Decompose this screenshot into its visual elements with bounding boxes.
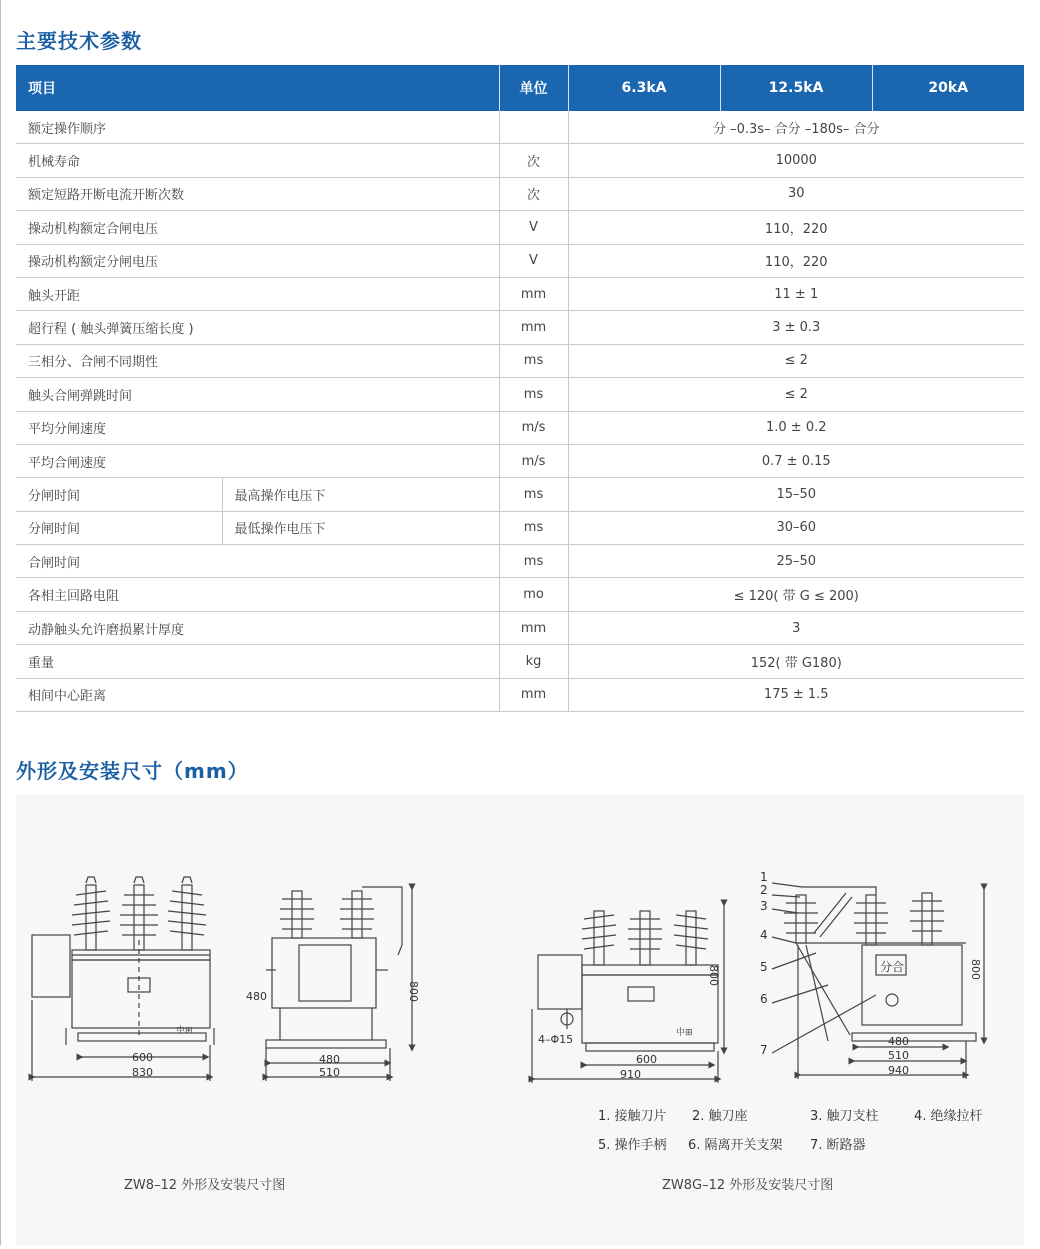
table-row <box>16 678 1024 711</box>
svg-text:中⊞: 中⊞ <box>176 1026 193 1036</box>
dim-480-right: 480 <box>888 1035 909 1048</box>
legend-5: 5. 操作手柄 <box>598 1138 667 1153</box>
row-value: 25–50 <box>568 545 1024 578</box>
row-unit <box>499 111 568 144</box>
row-value: 3 ± 0.3 <box>568 311 1024 344</box>
row-value: 10000 <box>568 144 1024 177</box>
row-item: 操动机构额定分闸电压 <box>16 244 499 277</box>
dim-800-right: 800 <box>969 959 982 980</box>
legend-7: 7. 断路器 <box>810 1138 866 1153</box>
row-item: 触头合闸弹跳时间 <box>16 378 499 411</box>
table-row <box>16 545 1024 578</box>
callout-7: 7 <box>760 1043 768 1057</box>
zw8-front-insulator-3 <box>168 877 206 950</box>
zw8-front-view <box>32 877 214 1081</box>
table-row <box>16 611 1024 644</box>
dim-830: 830 <box>132 1066 153 1079</box>
row-condition: 最高操作电压下 <box>222 478 499 511</box>
header-20ka: 20kA <box>872 65 1024 111</box>
zw8g-front-insulator-1 <box>582 911 616 965</box>
row-unit: m/s <box>499 411 568 444</box>
caption-zw8g: ZW8G–12 外形及安装尺寸图 <box>662 1178 834 1193</box>
dim-4-phi15: 4–Φ15 <box>538 1033 574 1046</box>
table-row <box>16 578 1024 611</box>
dim-510-right: 510 <box>888 1049 909 1062</box>
row-unit: mo <box>499 578 568 611</box>
table-row <box>16 311 1024 344</box>
legend-2: 2. 触刀座 <box>692 1109 748 1124</box>
dim-510-left: 510 <box>319 1066 340 1079</box>
row-unit: mm <box>499 678 568 711</box>
legend <box>598 1108 983 1153</box>
row-item: 额定操作顺序 <box>16 111 499 144</box>
svg-text:中⊞: 中⊞ <box>676 1028 693 1038</box>
row-value: 1.0 ± 0.2 <box>568 411 1024 444</box>
header-item: 项目 <box>16 65 499 111</box>
table-row <box>16 645 1024 678</box>
table-row <box>16 244 1024 277</box>
row-value: 175 ± 1.5 <box>568 678 1024 711</box>
dim-800-left: 800 <box>407 981 420 1002</box>
callout-6: 6 <box>760 992 768 1006</box>
row-unit: ms <box>499 545 568 578</box>
zw8-side-insulator-2 <box>340 891 374 938</box>
row-unit: ms <box>499 378 568 411</box>
fenhe-label: 分合 <box>880 960 905 974</box>
zw8g-front-view <box>532 903 724 1083</box>
zw8g-side-insulator-1 <box>784 895 818 943</box>
header-unit: 单位 <box>499 65 568 111</box>
row-unit: V <box>499 211 568 244</box>
table-row <box>16 444 1024 477</box>
row-item: 平均合闸速度 <box>16 444 499 477</box>
header-6-3ka: 6.3kA <box>568 65 720 111</box>
table-row <box>16 478 1024 511</box>
callout-2: 2 <box>760 883 768 897</box>
section-title-dimensions: 外形及安装尺寸（mm） <box>16 759 249 783</box>
row-value: ≤ 120( 带 G ≤ 200) <box>568 578 1024 611</box>
row-item: 相间中心距离 <box>16 678 499 711</box>
table-row <box>16 277 1024 310</box>
legend-3: 3. 触刀支柱 <box>810 1109 879 1124</box>
dimension-drawings <box>16 795 1024 1245</box>
row-unit: ms <box>499 344 568 377</box>
row-value: 15–50 <box>568 478 1024 511</box>
row-item: 三相分、合闸不同期性 <box>16 344 499 377</box>
section-title-specs: 主要技术参数 <box>16 29 142 53</box>
zw8g-side-view <box>772 883 984 1079</box>
row-item: 动静触头允许磨损累计厚度 <box>16 611 499 644</box>
dim-600-right: 600 <box>636 1053 657 1066</box>
row-unit: mm <box>499 277 568 310</box>
zw8g-side-insulator-3 <box>910 893 944 945</box>
row-item: 机械寿命 <box>16 144 499 177</box>
row-unit: ms <box>499 511 568 544</box>
caption-zw8: ZW8–12 外形及安装尺寸图 <box>124 1178 286 1193</box>
row-value: 3 <box>568 611 1024 644</box>
figure-captions <box>124 1177 833 1193</box>
left-border <box>0 0 1 1245</box>
dim-800-mid: 800 <box>707 965 720 986</box>
zw8g-front-insulator-3 <box>674 911 708 965</box>
header-12-5ka: 12.5kA <box>720 65 872 111</box>
zw8-side-insulator-1 <box>280 891 314 938</box>
row-item: 操动机构额定合闸电压 <box>16 211 499 244</box>
row-item: 合闸时间 <box>16 545 499 578</box>
row-item: 各相主回路电阻 <box>16 578 499 611</box>
row-item: 分闸时间 <box>16 478 222 511</box>
table-row <box>16 144 1024 177</box>
dim-480-vertical: 480 <box>246 990 267 1003</box>
dimension-labels <box>132 959 982 1081</box>
row-unit: V <box>499 244 568 277</box>
drawings-svg <box>16 795 1024 1245</box>
zw8g-front-insulator-2 <box>628 911 662 965</box>
row-condition: 最低操作电压下 <box>222 511 499 544</box>
callout-numbers <box>760 870 768 1057</box>
row-unit: mm <box>499 611 568 644</box>
table-row <box>16 411 1024 444</box>
table-header-row <box>16 65 1024 111</box>
table-row <box>16 111 1024 144</box>
row-value: ≤ 2 <box>568 378 1024 411</box>
callout-3: 3 <box>760 899 768 913</box>
table-row <box>16 344 1024 377</box>
row-value: 0.7 ± 0.15 <box>568 444 1024 477</box>
dim-600-left: 600 <box>132 1051 153 1064</box>
row-value: 11 ± 1 <box>568 277 1024 310</box>
dim-910: 910 <box>620 1068 641 1081</box>
row-item: 平均分闸速度 <box>16 411 499 444</box>
table-row <box>16 177 1024 210</box>
row-unit: mm <box>499 311 568 344</box>
table-row <box>16 211 1024 244</box>
row-value: 30 <box>568 177 1024 210</box>
zw8-front-insulator-2 <box>120 877 158 950</box>
table-row <box>16 378 1024 411</box>
legend-4: 4. 绝缘拉杆 <box>914 1109 983 1124</box>
dim-480-left: 480 <box>319 1053 340 1066</box>
dim-940: 940 <box>888 1064 909 1077</box>
callout-1: 1 <box>760 870 768 884</box>
row-item: 重量 <box>16 645 499 678</box>
row-item: 分闸时间 <box>16 511 222 544</box>
row-value: 30–60 <box>568 511 1024 544</box>
legend-6: 6. 隔离开关支架 <box>688 1138 783 1153</box>
row-value: 110，220 <box>568 211 1024 244</box>
row-item: 超行程 ( 触头弹簧压缩长度 ) <box>16 311 499 344</box>
row-unit: m/s <box>499 444 568 477</box>
row-value: 110，220 <box>568 244 1024 277</box>
row-item: 额定短路开断电流开断次数 <box>16 177 499 210</box>
row-unit: 次 <box>499 144 568 177</box>
row-unit: 次 <box>499 177 568 210</box>
legend-1: 1. 接触刀片 <box>598 1109 667 1124</box>
row-item: 触头开距 <box>16 277 499 310</box>
row-unit: ms <box>499 478 568 511</box>
table-row <box>16 511 1024 544</box>
row-value: 152( 带 G180) <box>568 645 1024 678</box>
spec-table <box>16 65 1024 712</box>
callout-4: 4 <box>760 928 768 942</box>
zw8g-side-insulator-2 <box>854 895 888 945</box>
row-unit: kg <box>499 645 568 678</box>
row-value: ≤ 2 <box>568 344 1024 377</box>
zw8-side-view <box>266 887 412 1081</box>
row-value: 分 –0.3s– 合分 –180s– 合分 <box>568 111 1024 144</box>
zw8-front-insulator-1 <box>72 877 110 950</box>
callout-5: 5 <box>760 960 768 974</box>
